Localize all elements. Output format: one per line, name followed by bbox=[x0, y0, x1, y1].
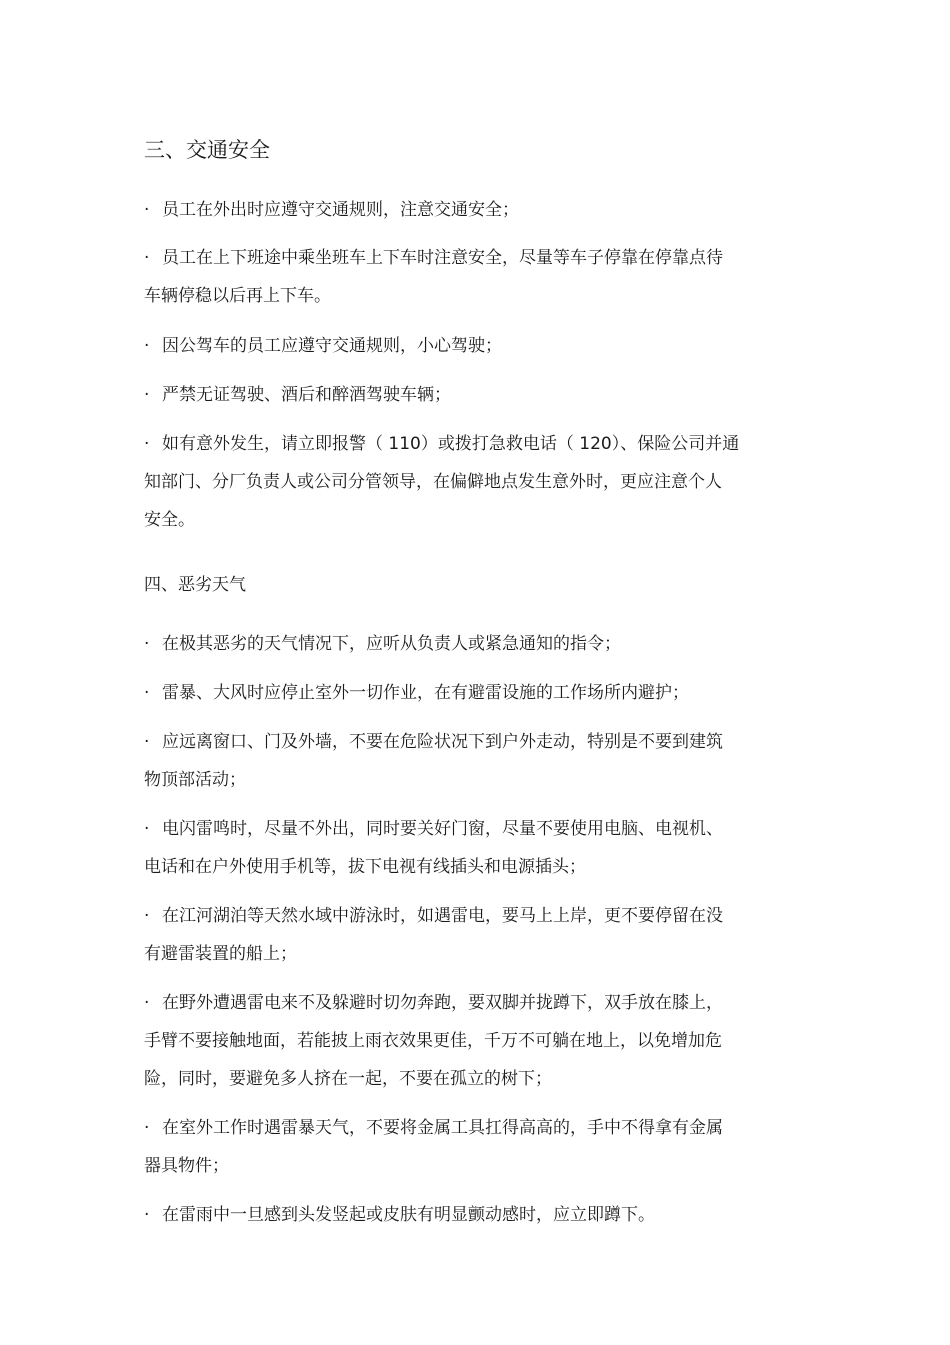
list-item-continuation: 电话和在户外使用手机等，拔下电视有线插头和电源插头； bbox=[144, 857, 586, 877]
list-item-text: 应远离窗口、门及外墙，不要在危险状况下到户外走动，特别是不要到建筑 bbox=[162, 732, 723, 752]
section-heading-traffic: 三、交通安全 bbox=[144, 138, 270, 162]
list-item-text: 雷暴、大风时应停止室外一切作业，在有避雷设施的工作场所内避护； bbox=[162, 683, 689, 703]
list-item-continuation: 物顶部活动； bbox=[144, 770, 246, 790]
list-item bbox=[144, 817, 723, 841]
list-item bbox=[144, 730, 723, 754]
list-item-continuation: 知部门、分厂负责人或公司分管领导，在偏僻地点发生意外时，更应注意个人 bbox=[144, 472, 722, 492]
list-item-text: 在江河湖泊等天然水域中游泳时，如遇雷电，要马上上岸，更不要停留在没 bbox=[162, 906, 723, 926]
list-item-continuation: 器具物件； bbox=[144, 1156, 229, 1176]
list-item-text: 在野外遭遇雷电来不及躲避时切勿奔跑，要双脚并拢蹲下，双手放在膝上， bbox=[162, 993, 723, 1013]
list-item-continuation: 车辆停稳以后再上下车。 bbox=[144, 286, 331, 306]
list-item-text: 在雷雨中一旦感到头发竖起或皮肤有明显颤动感时，应立即蹲下。 bbox=[162, 1205, 655, 1225]
bullet: · bbox=[144, 906, 150, 926]
list-item-text: 员工在上下班途中乘坐班车上下车时注意安全，尽量等车子停靠在停靠点待 bbox=[162, 248, 723, 268]
list-item-text: 如有意外发生，请立即报警（ 110）或拨打急救电话（ 120）、保险公司并通 bbox=[162, 434, 740, 454]
section-heading-weather: 四、恶劣天气 bbox=[144, 575, 246, 595]
list-item-text: 在极其恶劣的天气情况下，应听从负责人或紧急通知的指令； bbox=[162, 634, 621, 654]
bullet: · bbox=[144, 819, 150, 839]
list-item-continuation: 手臂不要接触地面，若能披上雨衣效果更佳，千万不可躺在地上，以免增加危 bbox=[144, 1031, 722, 1051]
list-item bbox=[144, 334, 502, 358]
list-item bbox=[144, 432, 739, 456]
bullet: · bbox=[144, 248, 150, 268]
bullet: · bbox=[144, 683, 150, 703]
bullet: · bbox=[144, 1118, 150, 1138]
bullet: · bbox=[144, 1205, 150, 1225]
bullet: · bbox=[144, 336, 150, 356]
list-item bbox=[144, 1116, 723, 1140]
list-item bbox=[144, 991, 723, 1015]
list-item-text: 电闪雷鸣时，尽量不外出，同时要关好门窗，尽量不要使用电脑、电视机、 bbox=[162, 819, 723, 839]
list-item-text: 员工在外出时应遵守交通规则，注意交通安全； bbox=[162, 200, 519, 220]
bullet: · bbox=[144, 434, 150, 454]
list-item bbox=[144, 246, 723, 270]
bullet: · bbox=[144, 385, 150, 405]
list-item bbox=[144, 632, 621, 656]
list-item-continuation: 安全。 bbox=[144, 510, 195, 530]
list-item bbox=[144, 198, 519, 222]
list-item-text: 因公驾车的员工应遵守交通规则，小心驾驶； bbox=[162, 336, 502, 356]
list-item-continuation: 险，同时，要避免多人挤在一起，不要在孤立的树下； bbox=[144, 1069, 552, 1089]
bullet: · bbox=[144, 634, 150, 654]
list-item-text: 在室外工作时遇雷暴天气，不要将金属工具扛得高高的，手中不得拿有金属 bbox=[162, 1118, 723, 1138]
list-item bbox=[144, 383, 451, 407]
bullet: · bbox=[144, 993, 150, 1013]
list-item bbox=[144, 904, 723, 928]
list-item-continuation: 有避雷装置的船上； bbox=[144, 944, 297, 964]
bullet: · bbox=[144, 732, 150, 752]
list-item bbox=[144, 1203, 655, 1227]
bullet: · bbox=[144, 200, 150, 220]
list-item-text: 严禁无证驾驶、酒后和醉酒驾驶车辆； bbox=[162, 385, 451, 405]
list-item bbox=[144, 681, 689, 705]
